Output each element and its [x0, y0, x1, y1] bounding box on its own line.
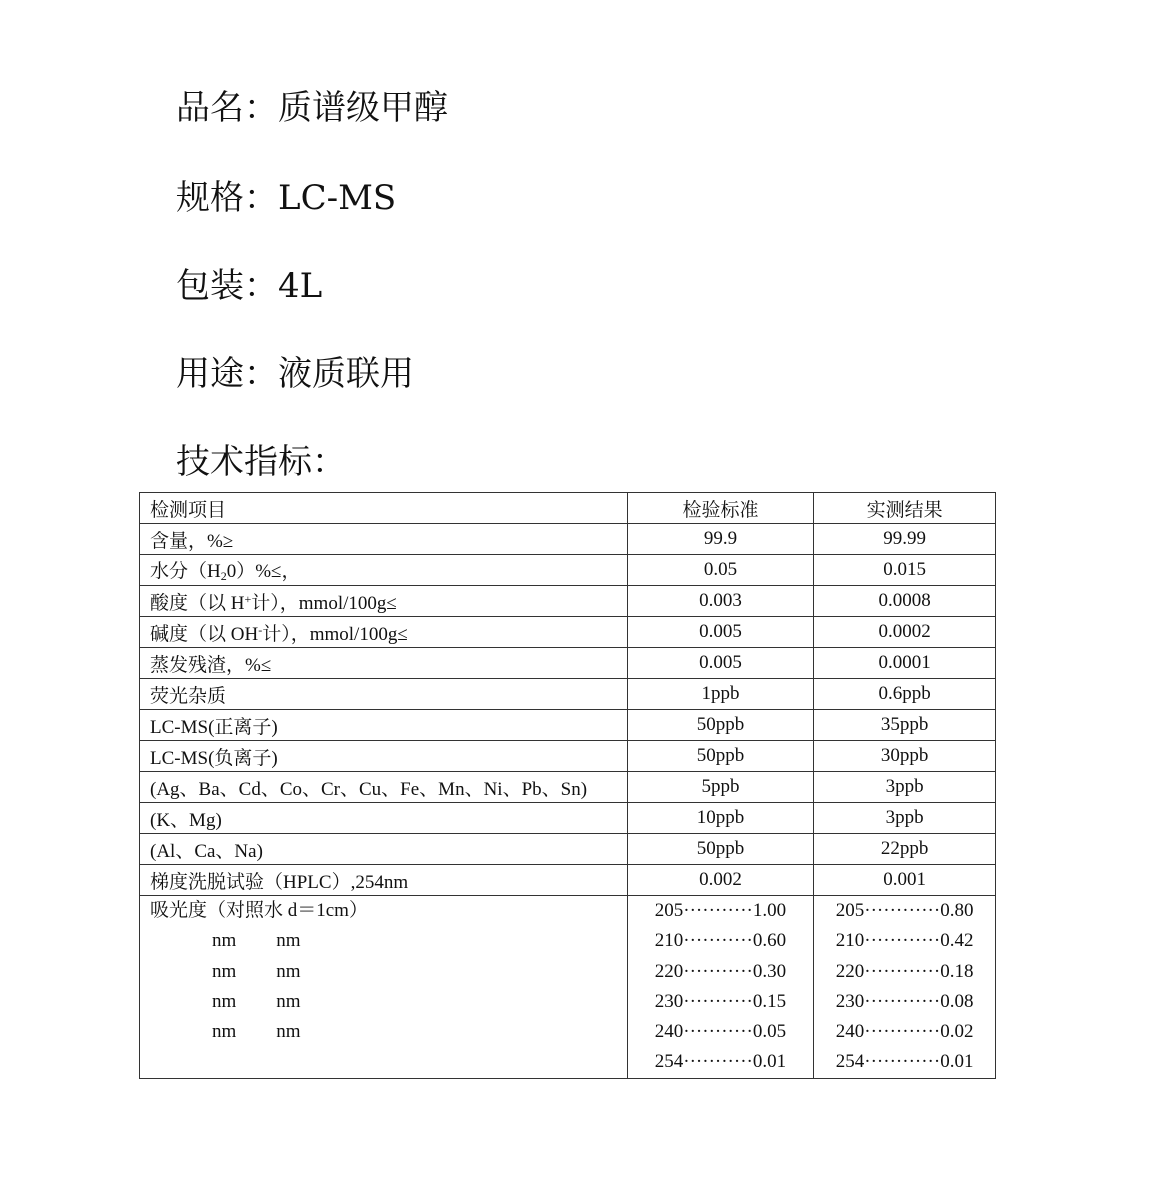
- product-use-label: 用途：: [176, 354, 278, 394]
- row-result: 99.99: [814, 524, 996, 555]
- absorbance-title: 吸光度（对照水 d＝1cm）: [150, 900, 368, 921]
- header-standard: 检验标准: [627, 493, 814, 524]
- tech-spec-label: 技术指标：: [176, 442, 346, 482]
- absorbance-unit-line: [150, 926, 617, 956]
- absorbance-unit: nm: [276, 1021, 301, 1043]
- row-item: 含量，%≥: [140, 524, 628, 555]
- table-header-row: [140, 493, 996, 524]
- product-package-label: 包装：: [176, 266, 278, 306]
- absorbance-row: [140, 896, 996, 1079]
- absorbance-standard-line: 205···········1.00: [654, 900, 787, 921]
- row-item: [140, 617, 628, 648]
- absorbance-standard-line: 210···········0.60: [654, 930, 787, 952]
- row-standard: 50ppb: [627, 710, 814, 741]
- row-item: LC-MS(负离子): [140, 741, 628, 772]
- row-item: (Ag、Ba、Cd、Co、Cr、Cu、Fe、Mn、Ni、Pb、Sn): [140, 772, 628, 803]
- row-standard: 0.05: [627, 555, 814, 586]
- row-item: (K、Mg): [140, 803, 628, 834]
- row-item: 荧光杂质: [140, 679, 628, 710]
- row-item-text: 计），mmol/100g≤: [251, 592, 397, 614]
- row-standard: 0.002: [627, 865, 814, 896]
- row-standard: 99.9: [627, 524, 814, 555]
- table-row: [140, 648, 996, 679]
- row-standard: 0.003: [627, 586, 814, 617]
- row-standard: 0.005: [627, 648, 814, 679]
- product-package-line: [176, 266, 322, 306]
- absorbance-standard-line: 220···········0.30: [654, 960, 787, 982]
- tech-spec-heading: [176, 442, 346, 482]
- table-row: [140, 586, 996, 617]
- absorbance-standard-line: 254···········0.01: [654, 1051, 787, 1073]
- table-row: [140, 772, 996, 803]
- row-item: LC-MS(正离子): [140, 710, 628, 741]
- product-spec-line: [176, 178, 396, 218]
- row-result: 30ppb: [814, 741, 996, 772]
- absorbance-item: [140, 896, 628, 1079]
- product-name-value: 质谱级甲醇: [278, 88, 448, 128]
- row-item-superscript: +: [244, 591, 252, 606]
- table-row: [140, 803, 996, 834]
- row-item-text: 计），mmol/100g≤: [262, 623, 408, 645]
- row-result: 0.6ppb: [814, 679, 996, 710]
- product-use-line: [176, 354, 414, 394]
- row-standard: 0.005: [627, 617, 814, 648]
- spec-table: [139, 492, 996, 1079]
- absorbance-result-line: 240············0.02: [835, 1021, 974, 1043]
- header-result: 实测结果: [814, 493, 996, 524]
- absorbance-result-line: 220············0.18: [835, 960, 974, 982]
- row-item-superscript: -: [258, 622, 263, 637]
- absorbance-unit-line: [150, 957, 617, 987]
- row-result: 0.015: [814, 555, 996, 586]
- absorbance-standard: [627, 896, 814, 1079]
- row-item: 蒸发残渣，%≤: [140, 648, 628, 679]
- absorbance-unit: nm: [212, 960, 237, 982]
- table-row: [140, 710, 996, 741]
- row-item: [140, 586, 628, 617]
- product-package-value: 4L: [278, 266, 323, 306]
- row-standard: 1ppb: [627, 679, 814, 710]
- absorbance-unit: nm: [212, 930, 237, 952]
- absorbance-unit: nm: [276, 930, 301, 952]
- row-standard: 50ppb: [627, 741, 814, 772]
- table-row: [140, 679, 996, 710]
- row-standard: 10ppb: [627, 803, 814, 834]
- absorbance-result: [814, 896, 996, 1079]
- product-name-line: [176, 88, 448, 128]
- absorbance-result-line: 254············0.01: [835, 1051, 974, 1073]
- row-item-text: 碱度（以 OH: [150, 623, 259, 645]
- row-item: [140, 555, 628, 586]
- absorbance-unit: nm: [212, 1021, 237, 1043]
- row-standard: 50ppb: [627, 834, 814, 865]
- absorbance-unit: nm: [276, 960, 301, 982]
- row-result: 3ppb: [814, 803, 996, 834]
- absorbance-standard-line: 240···········0.05: [654, 1021, 787, 1043]
- row-item-subscript: 2: [220, 569, 227, 583]
- absorbance-unit-line: [150, 987, 617, 1017]
- product-use-value: 液质联用: [278, 354, 414, 394]
- row-result: 0.001: [814, 865, 996, 896]
- product-spec-value: LC-MS: [278, 178, 397, 218]
- absorbance-standard-line: 230···········0.15: [654, 990, 787, 1012]
- absorbance-unit: nm: [276, 990, 301, 1012]
- absorbance-result-line: 230············0.08: [835, 990, 974, 1012]
- row-item: (Al、Ca、Na): [140, 834, 628, 865]
- table-row: [140, 741, 996, 772]
- row-item-text: 酸度（以 H: [150, 592, 245, 614]
- table-row: [140, 617, 996, 648]
- product-spec-label: 规格：: [176, 178, 278, 218]
- absorbance-unit-line: [150, 1017, 617, 1047]
- row-item-text: 水分（H: [150, 561, 221, 582]
- row-result: 0.0001: [814, 648, 996, 679]
- product-name-label: 品名：: [176, 88, 278, 128]
- row-result: 35ppb: [814, 710, 996, 741]
- header-item: 检测项目: [140, 493, 628, 524]
- row-result: 0.0002: [814, 617, 996, 648]
- row-item: 梯度洗脱试验（HPLC）,254nm: [140, 865, 628, 896]
- table-row: [140, 555, 996, 586]
- row-standard: 5ppb: [627, 772, 814, 803]
- row-result: 22ppb: [814, 834, 996, 865]
- absorbance-result-line: 210············0.42: [835, 930, 974, 952]
- row-result: 3ppb: [814, 772, 996, 803]
- table-row: [140, 834, 996, 865]
- table-row: [140, 524, 996, 555]
- absorbance-unit: nm: [212, 990, 237, 1012]
- table-row: [140, 865, 996, 896]
- row-result: 0.0008: [814, 586, 996, 617]
- row-item-text: 0）%≤，: [226, 561, 301, 582]
- absorbance-result-line: 205············0.80: [835, 900, 974, 921]
